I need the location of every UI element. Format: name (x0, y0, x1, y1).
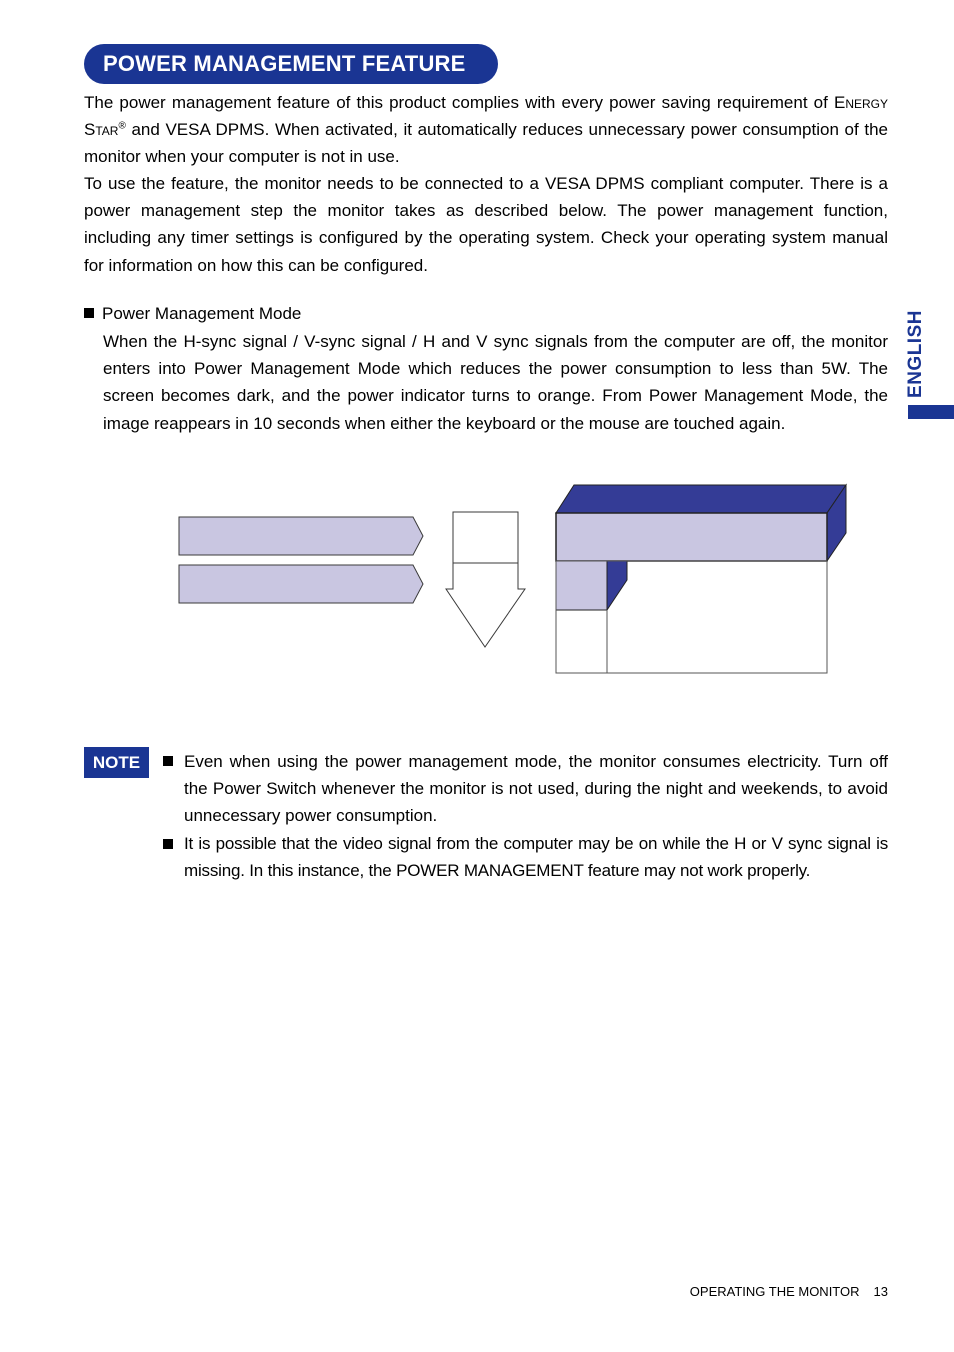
signal-arrow-box-2 (179, 565, 423, 603)
intro-paragraph-2: To use the feature, the monitor needs to be connected to a VESA DPMS compliant computer. There is a power management step the monitor takes as described below. The power management function, including any timer settings is configured by the operating system. Check your operating system manual for information on how this can be configured. (84, 174, 888, 275)
page-number: 13 (873, 1284, 888, 1299)
table-left-cell (556, 561, 607, 610)
note-badge: NOTE (84, 747, 149, 778)
page-footer (690, 1284, 888, 1300)
signal-arrow-box-1 (179, 517, 423, 555)
registered-mark: ® (118, 120, 126, 132)
down-arrow-icon (446, 512, 525, 647)
energy-star-word-2: Star (84, 120, 119, 140)
footer-section: OPERATING THE MONITOR (689, 1284, 860, 1299)
section-heading-text: Power Management Mode (102, 304, 302, 323)
language-tab-label: ENGLISH (905, 310, 926, 398)
page-title: POWER MANAGEMENT FEATURE (84, 44, 498, 84)
note-item: Even when using the power management mode, the monitor consumes electricity. Turn off the Power Switch whenever the monitor is not used, during the night and weekends, to avoid unnecessary power consumption. (184, 752, 888, 826)
energy-star-word-1: Energy (833, 93, 888, 112)
table-header-cell (556, 513, 827, 561)
table-left-cell-side (607, 561, 627, 610)
intro-text-a: The power management feature of this product complies with every power saving requirement of (84, 93, 828, 112)
note-item: It is possible that the video signal from the computer may be on while the H or V sync signal is missing. In this instance, the POWER MANAGEMENT feature may not work properly. (184, 834, 888, 881)
table-top-face (556, 485, 846, 513)
note-bullet-icon (163, 839, 173, 849)
note-bullet-icon (163, 756, 173, 766)
section-body: When the H-sync signal / V-sync signal / H and V sync signals from the computer are off, the monitor enters into Power Management Mode which reduces the power consumption to less than 5W. The screen becomes dark, and the power indicator turns to orange. From Power Management Mode, the image reappears in 10 seconds when either the keyboard or the mouse are touched again. (103, 332, 888, 433)
intro-text-b: and VESA DPMS. When activated, it automatically reduces unnecessary power consumption of the monitor when your computer is not in use. (84, 120, 888, 167)
